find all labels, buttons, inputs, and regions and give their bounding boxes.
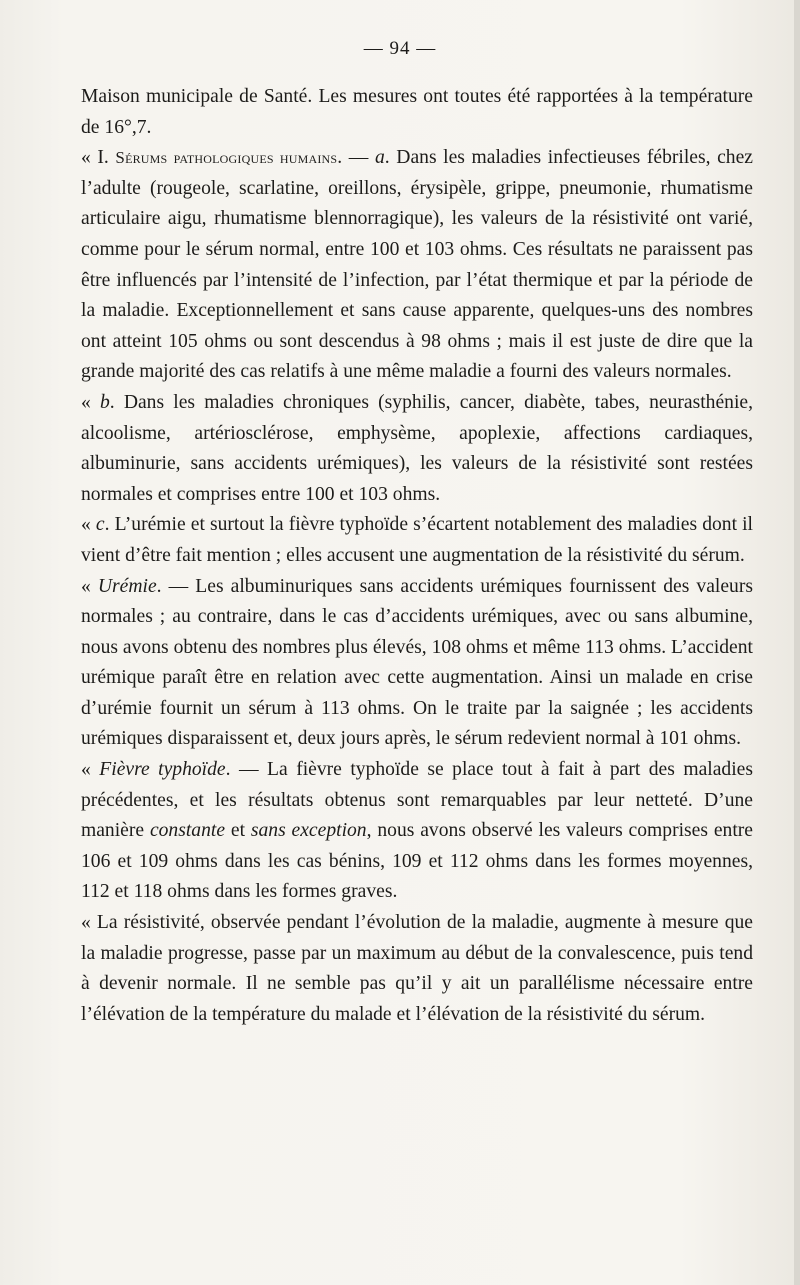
subheading-fievre-typhoide: Fièvre typhoïde bbox=[99, 759, 226, 781]
quote-open: « bbox=[81, 759, 100, 781]
paragraph-serums-a bbox=[81, 143, 753, 388]
body-text bbox=[81, 82, 753, 1030]
paragraph-text: . — La fièvre typhoïde se place tout à fait à part des maladies précédentes, et les résultats obtenus sont remarquables par leur netteté. D’une manière bbox=[81, 759, 753, 842]
item-letter-b: b bbox=[99, 391, 110, 413]
quote-open: « bbox=[81, 391, 100, 413]
subheading-uremie: Urémie bbox=[97, 575, 157, 597]
section-heading-serums: Sérums pathologiques humains bbox=[115, 148, 338, 168]
paragraph-text: , nous avons observé les valeurs comprises entre 106 et 109 ohms dans les cas bénins, 109 et 112 ohms dans les formes moyennes, 112 et 118 ohms dans les formes graves. bbox=[81, 820, 753, 903]
item-letter-a: a bbox=[375, 147, 385, 169]
paragraph-intro: Maison municipale de Santé. Les mesures ont toutes été rapportées à la température de 16°,7. bbox=[81, 86, 753, 138]
quote-open: « I. bbox=[81, 147, 116, 169]
paragraph-fievre-typhoide bbox=[81, 755, 753, 908]
paragraph-text: . L’urémie et surtout la fièvre typhoïde s’écartent notablement des maladies dont il vient d’être fait mention ; elles accusent une augmentation de la résistivité du sérum. bbox=[81, 514, 753, 566]
paragraph-text: et bbox=[225, 820, 251, 842]
emphasis-constante: constante bbox=[149, 820, 226, 842]
page-edge-shadow bbox=[794, 0, 800, 1285]
paragraph-text: . Dans les maladies infectieuses fébriles, chez l’adulte (rougeole, scarlatine, oreillons, érysipèle, grippe, pneumonie, rhumatisme articulaire aigu, rhumatisme blennorragique), les valeurs de la résistivité ont varié, comme pour le sérum normal, entre 100 et 103 ohms. Ces résultats ne paraissent pas être influencés par l’intensité de l’infection, par l’état thermique et par la période de la maladie. Exceptionnellement et sans cause apparente, quelques-uns des nombres ont atteint 105 ohms ou sont descendus à 98 ohms ; mais il est juste de dire que la grande majorité des cas relatifs à une même maladie a fourni des valeurs normales. bbox=[81, 147, 753, 383]
page-number: — 94 — bbox=[363, 38, 437, 59]
paragraph-resistivite: « La résistivité, observée pendant l’évolution de la maladie, augmente à mesure que la maladie progresse, passe par un maximum au début de la convalescence, puis tend à devenir normale. Il ne semble pas qu’il y ait un parallélisme nécessaire entre l’élévation de la température du malade et l’élévation de la résistivité du sérum. bbox=[81, 912, 753, 1025]
heading-separator: . — bbox=[337, 147, 375, 169]
paragraph-chroniques-b bbox=[81, 388, 753, 510]
emphasis-sans-exception: sans exception bbox=[250, 820, 367, 842]
paragraph-text: . Dans les maladies chroniques (syphilis, cancer, diabète, tabes, neurasthénie, alcoolisme, artériosclérose, emphysème, apoplexie, affections cardiaques, albuminurie, sans accidents urémiques), les valeurs de la résistivité sont restées normales et comprises entre 100 et 103 ohms. bbox=[81, 391, 753, 505]
paragraph-text: . — Les albuminuriques sans accidents urémiques fournissent des valeurs normales ; au contraire, dans le cas d’accidents urémiques, avec ou sans albumine, nous avons obtenu des nombres plus élevés, 108 ohms et même 113 ohms. L’accident urémique paraît être en relation avec cette augmentation. Ainsi un malade en crise d’urémie fournit un sérum à 113 ohms. On le traite par la saignée ; les accidents urémiques disparaissent et, deux jours après, le sérum redevient normal à 101 ohms. bbox=[81, 575, 753, 750]
quote-open: « bbox=[81, 514, 96, 536]
item-letter-c: c bbox=[95, 514, 105, 536]
paragraph-uremie-typhoide-c bbox=[81, 510, 753, 571]
paragraph-uremie bbox=[81, 572, 753, 756]
quote-open: « bbox=[81, 575, 98, 597]
